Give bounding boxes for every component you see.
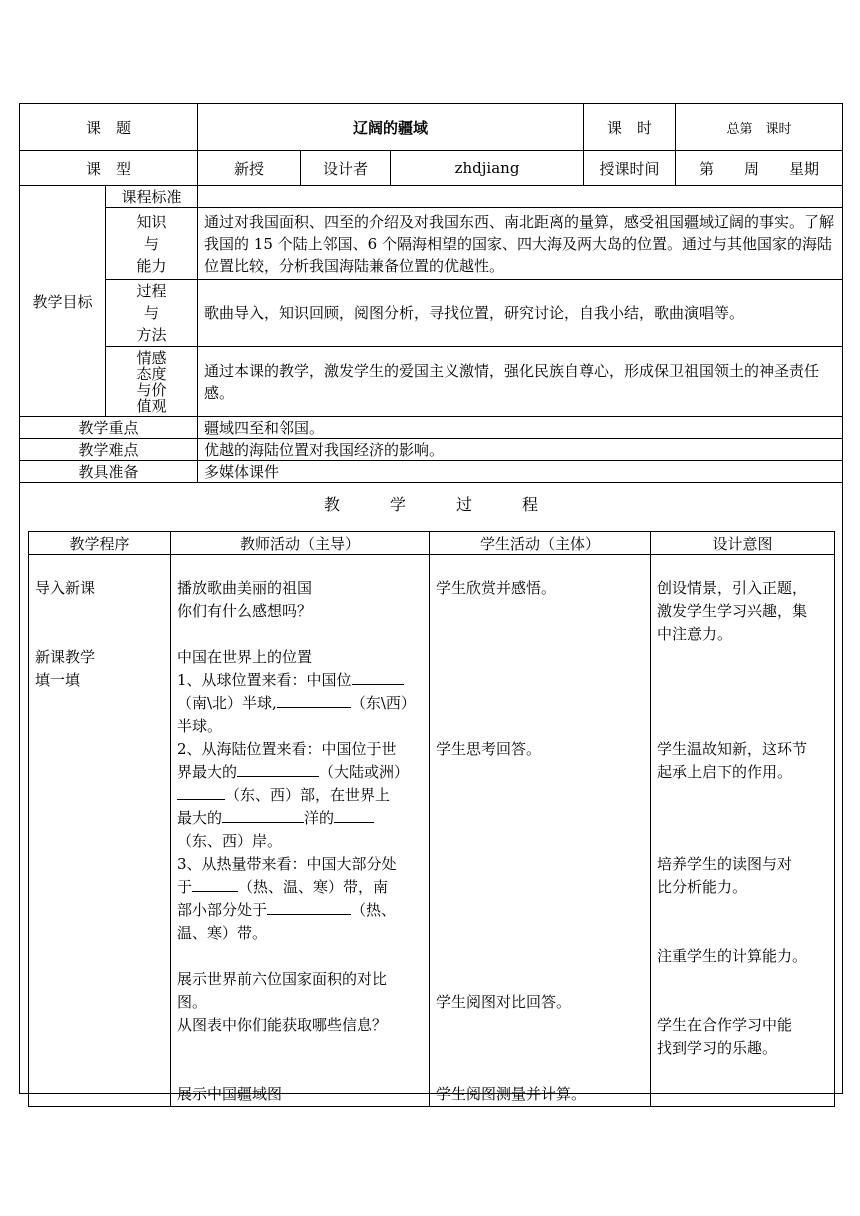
teacher-column: 播放歌曲美丽的祖国 你们有什么感想吗？ 中国在世界上的位置 1、从球位置来看：中国位 （南\北）半球, （东\西） 半球。 2、从海陆位置来看：中国位于世 界最大的 （大陆或洲） （东、西）部，在世界上 最大的 洋的 （东、西）岸。 3、从热量带来看：中国大部分处 于 （热、温、寒）带，南 部小部分处于 （热、 温、寒）带。 展示世界前六位国家面积的对比 图。 从图表中你们能获取哪些信息？ 展示中国疆域图 <box>171 555 430 1107</box>
type-value: 新授 <box>198 151 301 186</box>
topic-label: 课 题 <box>20 104 198 151</box>
blank <box>352 670 404 685</box>
header-teacher: 教师活动（主导） <box>171 532 430 555</box>
program-intro: 导入新课 <box>35 579 96 597</box>
tools-label: 教具准备 <box>20 461 198 483</box>
blank <box>192 877 238 892</box>
program-new-lesson: 新课教学 <box>35 648 96 666</box>
question-1: 1、从球位置来看：中国位 <box>177 669 423 692</box>
program-column <box>29 555 171 1107</box>
blank <box>177 785 225 800</box>
process-method-text: 歌曲导入，知识回顾，阅图分析，寻找位置，研究讨论，自我小结，歌曲演唱等。 <box>198 280 843 347</box>
difficulties-label: 教学难点 <box>20 439 198 461</box>
knowledge-text: 通过对我国面积、四至的介绍及对我国东西、南北距离的量算，感受祖国疆域辽阔的事实。了解我国的 15 个陆上邻国、6 个隔海相望的国家、四大海及两大岛的位置。通过与其他国家的海陆位置比较，分析我国海陆兼备位置的优越性。 <box>198 208 843 280</box>
teaching-process-table <box>28 531 835 1107</box>
designer-label: 设计者 <box>301 151 391 186</box>
intent-column: 创设情景，引入正题， 激发学生学习兴趣，集 中注意力。 学生温故知新，这环节 起承上启下的作用。 培养学生的读图与对 比分析能力。 注重学生的计算能力。 学生在合作学习中能 找到学习的乐趣。 <box>651 555 835 1107</box>
header-program: 教学程序 <box>29 532 171 555</box>
key-points-label: 教学重点 <box>20 417 198 439</box>
hours-value: 总第 课时 <box>676 104 843 151</box>
standard-label: 课程标准 <box>106 186 198 208</box>
key-points-text: 疆域四至和邻国。 <box>198 417 843 439</box>
time-label: 授课时间 <box>584 151 676 186</box>
blank <box>277 693 351 708</box>
hours-label: 课 时 <box>584 104 676 151</box>
standard-value <box>198 186 843 208</box>
difficulties-text: 优越的海陆位置对我国经济的影响。 <box>198 439 843 461</box>
question-3: 3、从热量带来看：中国大部分处 <box>177 855 397 873</box>
blank <box>334 808 374 823</box>
time-value: 第 周 星期 <box>676 151 843 186</box>
question-2: 2、从海陆位置来看：中国位于世 <box>177 740 397 758</box>
topic-value: 辽阔的疆域 <box>198 104 584 151</box>
emotion-label: 情感 态度 与价 值观 <box>106 347 198 417</box>
header-student: 学生活动（主体） <box>430 532 651 555</box>
emotion-text: 通过本课的教学，激发学生的爱国主义激情，强化民族自尊心，形成保卫祖国领土的神圣责任感。 <box>198 347 843 417</box>
objectives-label: 教学目标 <box>20 186 106 417</box>
blank <box>267 900 351 915</box>
type-label: 课 型 <box>20 151 198 186</box>
designer-value: zhdjiang <box>391 151 584 186</box>
process-method-label: 过程 与 方法 <box>106 280 198 347</box>
knowledge-label: 知识 与 能力 <box>106 208 198 280</box>
blank <box>237 762 319 777</box>
process-title: 教学过程 <box>324 495 589 514</box>
tools-text: 多媒体课件 <box>198 461 843 483</box>
blank <box>222 808 304 823</box>
header-intent: 设计意图 <box>651 532 835 555</box>
program-fill-in: 填一填 <box>35 671 81 689</box>
student-column: 学生欣赏并感悟。 学生思考回答。 学生阅图对比回答。 学生阅图测量并计算。 <box>430 555 651 1107</box>
